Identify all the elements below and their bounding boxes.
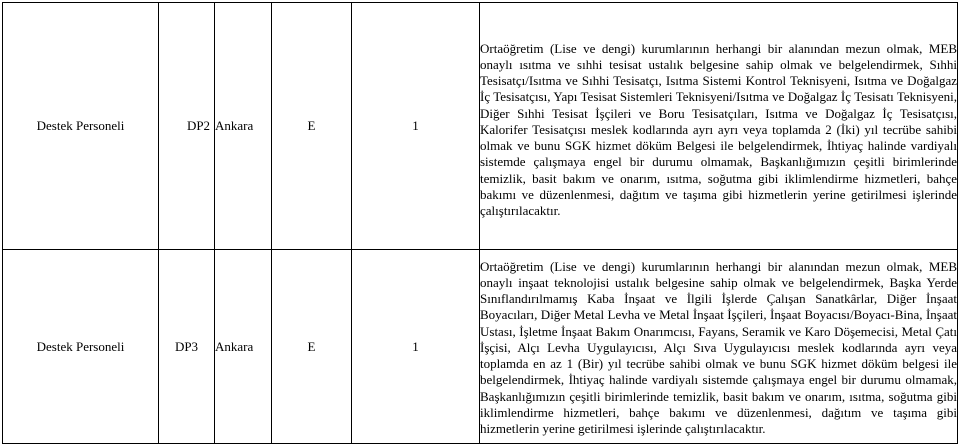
position-code-cell: DP3 xyxy=(159,250,215,444)
city-cell: Ankara xyxy=(215,3,272,250)
requirements-cell: Ortaöğretim (Lise ve dengi) kurumlarının herhangi bir alanından mezun olmak, MEB onaylı ısıtma ve sıhhi tesisat ustalık belgesine sahip olmak ve belgelendirmek, Sıhhi Tesisatçı/Isıtma ve Sıhhi Tesisatçı, Isıtma Sistemi Kontrol Teknisyeni, Isıtma ve Doğalgaz İç Tesisatçısı, Yapı Tesisat Sistemleri Teknisyeni/Isıtma ve Doğalgaz İç Tesisatı Teknisyeni, Diğer Sıhhi Tesisat İşçileri ve Boru Tesisatçıları, Isıtma ve Doğalgaz İç Tesisatçısı, Kalorifer Tesisatçısı meslek kodlarında ayrı ayrı veya toplamda 2 (İki) yıl tecrübe sahibi olmak ve bunu SGK hizmet döküm Belgesi ile belgelendirmek, İhtiyaç halinde vardiyalı sistemde çalışmaya engel bir durumu olmamak, Başkanlığımızın çeşitli birimlerinde temizlik, basit bakım ve onarım, ısıtma, soğutma gibi iklimlendirme hizmetleri, bahçe bakımı ve düzenlenmesi, dağıtım ve taşıma gibi hizmetlerin yerine getirilmesi işlerinde çalıştırılacaktır. xyxy=(480,3,958,250)
requirements-cell: Ortaöğretim (Lise ve dengi) kurumlarının herhangi bir alanından mezun olmak, MEB onaylı inşaat teknolojisi ustalık belgesine sahip olmak ve belgelendirmek, Başka Yerde Sınıflandırılmamış Kaba İnşaat ve İlgili İşlerde Çalışan Sanatkârlar, Diğer İnşaat Boyacıları, Diğer Metal Levha ve Metal İnşaat İşçileri, İnşaat Boyacısı/Boyacı-Bina, İnşaat Ustası, İşletme İnşaat Bakım Onarımcısı, Fayans, Seramik ve Karo Döşemecisi, Metal Çatı İşçisi, Alçı Levha Uygulayıcısı, Alçı Sıva Uygulayıcısı meslek kodlarında ayrı veya toplamda en az 1 (Bir) yıl tecrübe sahibi olmak ve bunu SGK hizmet döküm belgesi ile belgelendirmek, İhtiyaç halinde vardiyalı sistemde çalışmaya engel bir durumu olmamak, Başkanlığımızın çeşitli birimlerinde temizlik, basit bakım ve onarım, ısıtma, soğutma gibi iklimlendirme hizmetleri, bahçe bakımı ve düzenlenmesi, dağıtım ve taşıma gibi hizmetlerin yerine getirilmesi işlerinde çalıştırılacaktır. xyxy=(480,250,958,444)
position-title-cell: Destek Personeli xyxy=(3,250,159,444)
gender-cell: E xyxy=(272,3,352,250)
positions-table xyxy=(2,2,958,444)
city-cell: Ankara xyxy=(215,250,272,444)
count-cell: 1 xyxy=(352,3,480,250)
count-cell: 1 xyxy=(352,250,480,444)
gender-cell: E xyxy=(272,250,352,444)
position-code-cell: DP2 xyxy=(159,3,215,250)
position-title-cell: Destek Personeli xyxy=(3,3,159,250)
table-row xyxy=(3,3,958,250)
table-row xyxy=(3,250,958,444)
